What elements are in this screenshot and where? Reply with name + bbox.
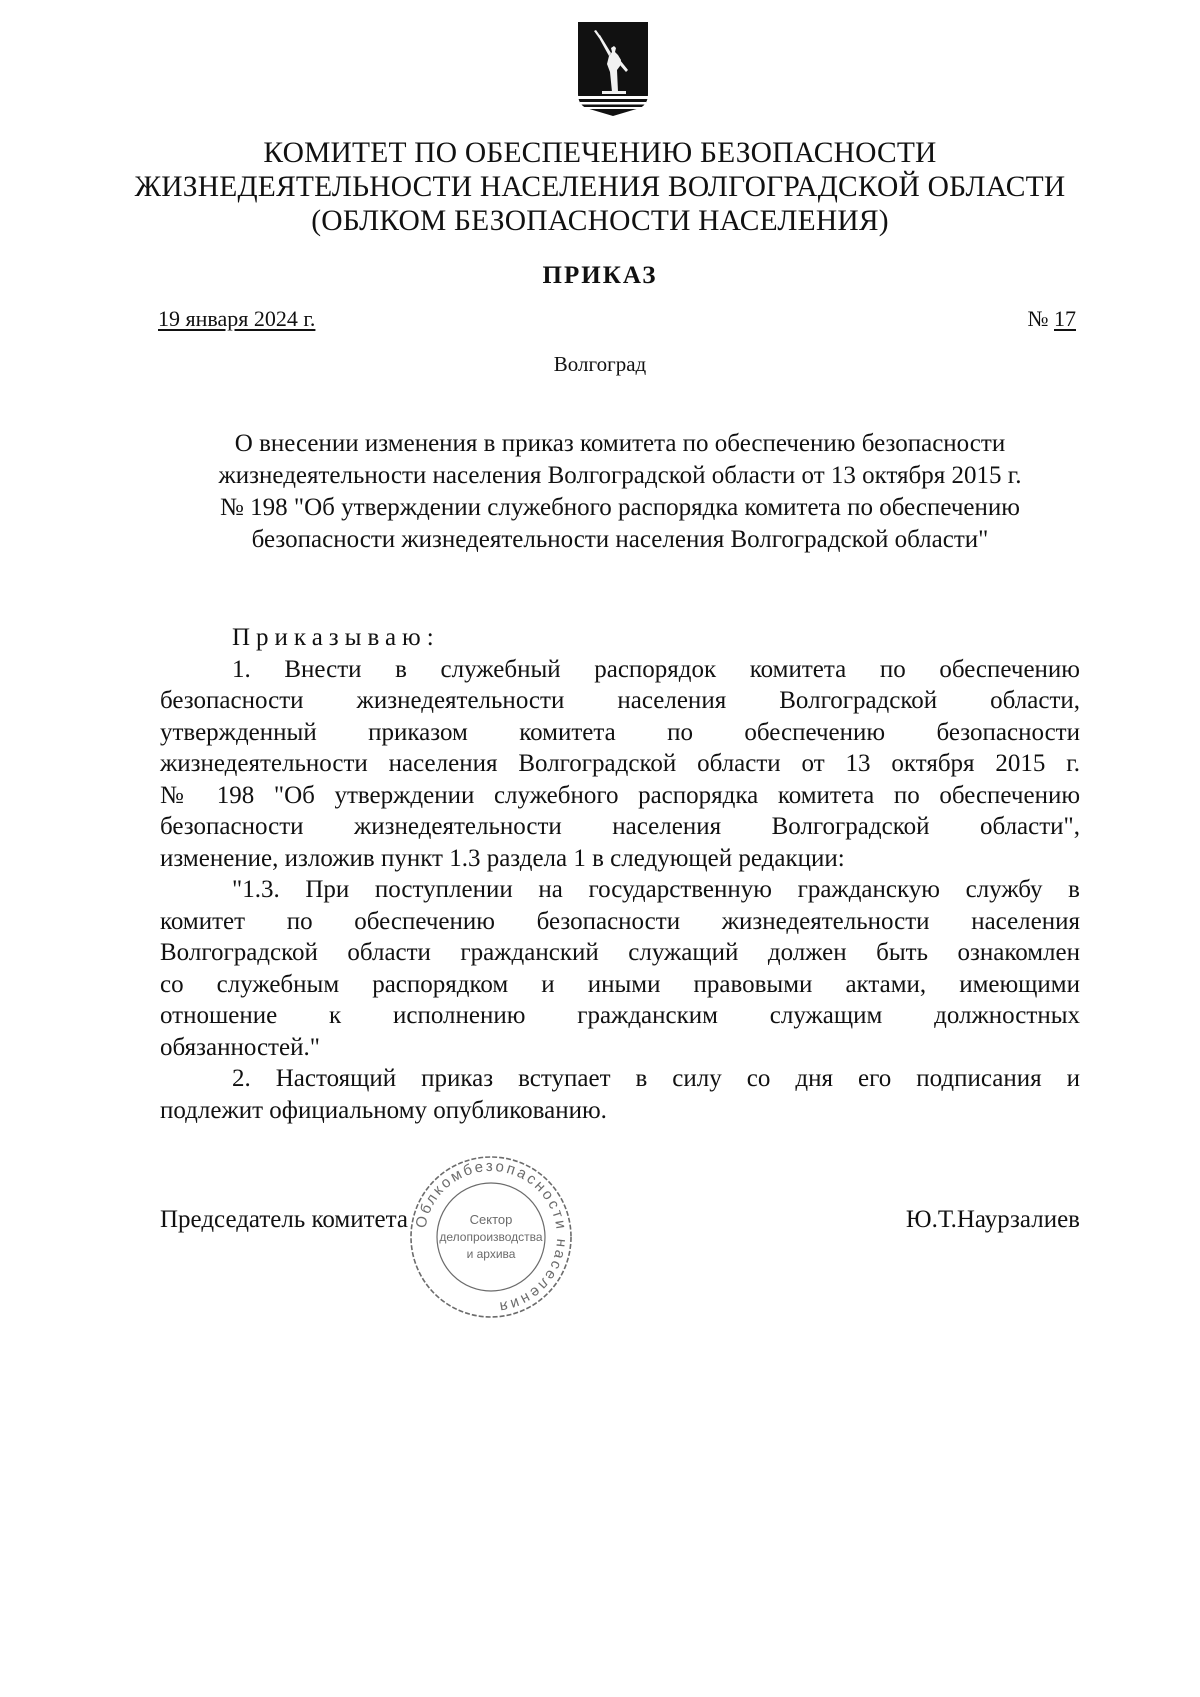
paragraph-1-line: жизнедеятельности населения Волгоградской области от 13 октября 2015 г. [160, 750, 1080, 777]
paragraph-2-line: 2. Настоящий приказ вступает в силу со дня его подписания и [232, 1065, 1080, 1092]
paragraph-2-line: подлежит официальному опубликованию. [160, 1096, 607, 1124]
document-number [1028, 306, 1077, 332]
document-type-title: ПРИКАЗ [542, 262, 658, 289]
signatory-position: Председатель комитета [160, 1206, 408, 1233]
document-date: 19 января 2024 г. [158, 306, 316, 331]
stamp-ring-text: Облкомбезопасности населения [412, 1157, 571, 1316]
number-prefix: № [1027, 306, 1049, 331]
subject-line: жизнедеятельности населения Волгоградской области от 13 октября 2015 г. [218, 462, 1022, 489]
number-value: 17 [1054, 306, 1076, 331]
paragraph-1-line: безопасности жизнедеятельности населения Волгоградской области, [160, 687, 1080, 714]
subject-line: О внесении изменения в приказ комитета по обеспечению безопасности [234, 430, 1006, 457]
stamp-center-line: и архива [466, 1247, 516, 1261]
document-body [160, 622, 1080, 1126]
org-name-line-3: (ОБЛКОМ БЕЗОПАСНОСТИ НАСЕЛЕНИЯ) [311, 205, 889, 237]
paragraph-1-line: 1. Внести в служебный распорядок комитета по обеспечению [232, 655, 1080, 683]
paragraph-1-line: утвержденный приказом комитета по обеспечению безопасности [160, 718, 1080, 746]
quote-line: комитет по обеспечению безопасности жизнедеятельности населения [160, 907, 1080, 935]
paragraph-1-line: изменение, изложив пункт 1.3 раздела 1 в следующей редакции: [160, 844, 845, 872]
quote-line: Волгоградской области гражданский служащий должен быть ознакомлен [160, 939, 1080, 966]
document-city: Волгоград [553, 352, 647, 376]
signatory-name: Ю.Т.Наурзалиев [905, 1206, 1080, 1233]
quote-line: отношение к исполнению гражданским служащим должностных [160, 1002, 1080, 1029]
document-subject [140, 428, 1100, 556]
quote-line: "1.3. При поступлении на государственную гражданскую службу в [232, 876, 1080, 903]
quote-line: обязанностей." [160, 1033, 320, 1061]
coat-of-arms-emblem [574, 20, 652, 118]
subject-line: № 198 "Об утверждении служебного распорядка комитета по обеспечению [220, 494, 1020, 521]
order-word: Приказываю: [232, 624, 440, 651]
stamp-center-line: делопроизводства [439, 1230, 543, 1244]
org-name-line-2: ЖИЗНЕДЕЯТЕЛЬНОСТИ НАСЕЛЕНИЯ ВОЛГОГРАДСКОЙ ОБЛАСТИ [134, 171, 1066, 203]
paragraph-1-line: № 198 "Об утверждении служебного распорядка комитета по обеспечению [160, 781, 1080, 809]
paragraph-1-line: безопасности жизнедеятельности населения Волгоградской области", [160, 813, 1080, 840]
organization-name [100, 136, 1100, 238]
official-stamp [406, 1152, 576, 1322]
stamp-center-line: Сектор [469, 1212, 513, 1227]
org-name-line-1: КОМИТЕТ ПО ОБЕСПЕЧЕНИЮ БЕЗОПАСНОСТИ [263, 137, 937, 169]
quote-line: со служебным распорядком и иными правовыми актами, имеющими [160, 970, 1080, 998]
subject-line: безопасности жизнедеятельности населения Волгоградской области" [251, 526, 989, 553]
